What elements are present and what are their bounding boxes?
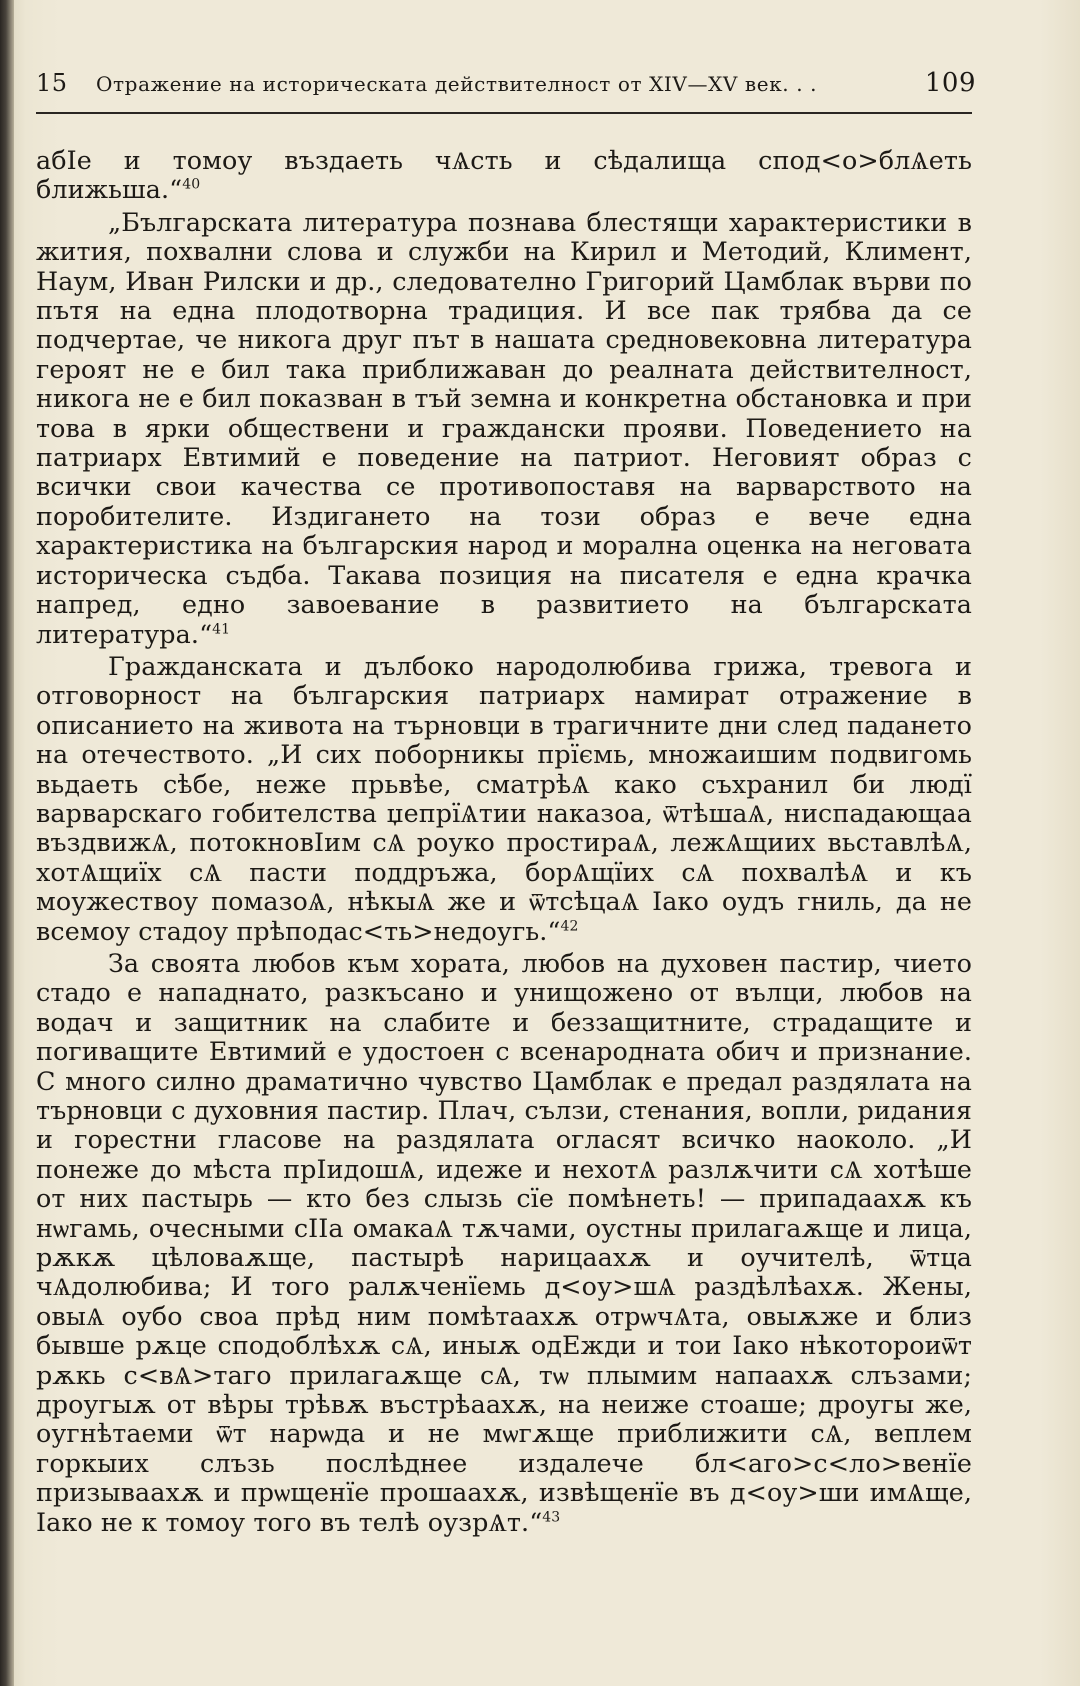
paragraph-text: „Българската литература познава блестящи характеристики в жития, похвални слова и служби на Кирил и Методий, Климент, Наум, Иван Рилски и др., следователно Григорий Цамблак върви по пътя на една плодотворна традиция. И все пак трябва да се подчертае, че никога друг път в нашата средновековна литература героят не е бил така приближаван до реалната действителност, никога не е бил показван в тъй земна и конкретна обстановка и при това в ярки обществени и граждански прояви. Поведението на патриарх Евтимий е поведение на патриот. Неговият образ с всички свои качества се противопоставя на варварството на поробителите. Издигането на този образ е вече една характеристика на българския народ и морална оценка на неговата историческа съдба. Такава позиция на писателя е една крачка напред, едно завоевание в развитието на българската литература.“ — [36, 206, 972, 649]
paragraph-text: абІе и томоу въздаеть чѦсть и сѣдалища спод<о>блѦеть ближьша.“ — [36, 145, 972, 205]
paragraph-continuation — [36, 146, 972, 205]
chapter-number: 15 — [36, 69, 68, 97]
footnote-ref: 42 — [560, 918, 579, 935]
paragraph — [36, 949, 972, 1537]
footnote-ref: 40 — [182, 176, 201, 193]
paragraph-text: За своята любов към хората, любов на духовен пастир, чието стадо е нападнато, разкъсано и унищожено от вълци, любов на водач и защитник на слабите и беззащитните, страдащите и погиващите Евтимий е удостоен с всенародната обич и признание. С много силно драматично чувство Цамблак е предал раздялата на търновци с духовния пастир. Плач, сълзи, стенания, вопли, ридания и горестни гласове на раздялата огласят всичко наоколо. „И понеже до мѣста прІидошѦ, идеже и нехотѦ разлѫчити сѦ хотѣше от них пастырь — кто без слызь сїе помѣнеть! — припадаахѫ къ нѡгамь, очесными сІІа омакаѦ тѫчами, оустны прилагаѫще и лица, рѫкѫ цѣловаѫще, пастырѣ нарицаахѫ и оучителѣ, ѿтца чѦдолюбива; И того ралѫченїемь д<оу>шѦ раздѣлѣахѫ. Жены, овыѦ оубо своа прѣд ним помѣтаахѫ отрѡчѦта, овыѫже и близ бывше рѫце сподоблѣхѫ сѦ, иныѫ одЕжди и тои Іако нѣкотороиѿт рѫкь с<вѦ>таго прилагаѫще сѦ, тѡ плымим напаахѫ слъзами; дроугыѫ от вѣры трѣвѫ въстрѣаахѫ, на неиже стоаше; дроугы же, оугнѣтаеми ѿт нарѡда и не мѡгѫще приближити сѦ, веплем горкыих слъзь послѣднее издалече бл<аго>с<ло>венїе призываахѫ и прѡщенїе прошаахѫ, извѣщенїе въ д<оу>ши имѦще, Іако не к томоу того въ телѣ оузрѦт.“ — [36, 947, 972, 1537]
footnote-ref: 41 — [212, 621, 231, 638]
header-rule — [36, 112, 972, 114]
paragraph-text: Гражданската и дълбоко народолюбива грижа, тревога и отговорност на българския патриарх намират отражение в описанието на живота на търновци в трагичните дни след падането на отечеството. „И сих поборникы прїємь, множаишим подвигомь вьдаеть сѣбе, неже прьвѣе, сматрѣѦ како съхранил би людї варварскаго гобителства џепрїѦтии наказоа, ѿтѣшаѦ, ниспадающаа въздвижѦ, потокновІим сѦ роуко простираѦ, лежѦщиих вьставлѣѦ, хотѦщиїх сѦ пасти поддръжа, борѦщїих сѦ похвалѣѦ и къ моужествоу помазоѦ, нѣкыѦ же и ѿтсѣцаѦ Іако оудъ гниль, да не всемоу стадоу прѣподас<ть>недоугь.“ — [36, 650, 972, 946]
running-head-title: Отражение на историческата действителност от XIV—XV век. . . — [96, 72, 818, 96]
paragraph — [36, 652, 972, 946]
paragraph-quote — [36, 208, 972, 649]
book-spine-shadow — [0, 0, 14, 1686]
running-head — [36, 68, 976, 104]
page-number: 109 — [924, 68, 976, 98]
footnote-ref: 43 — [542, 1509, 561, 1526]
body-text — [36, 146, 972, 1537]
